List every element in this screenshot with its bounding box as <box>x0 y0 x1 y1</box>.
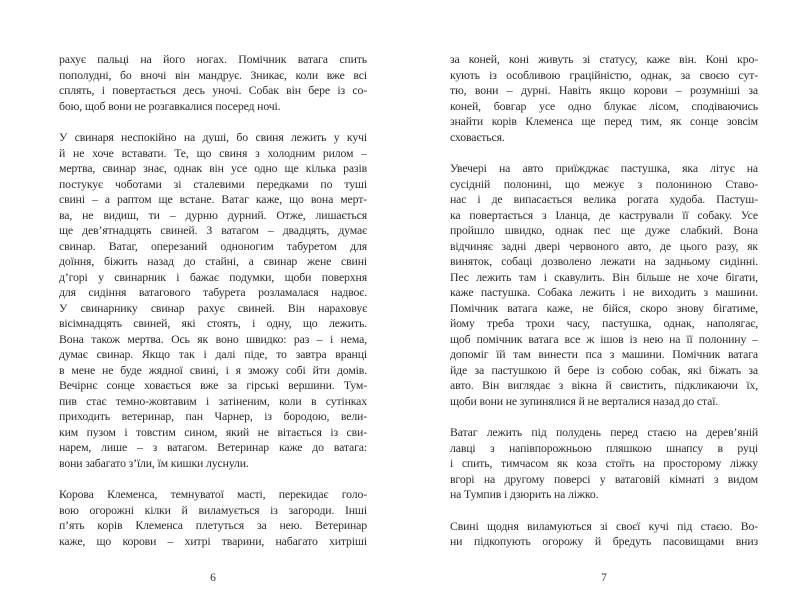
text-line: лавці з напівпорожньою пляшкою шнапсу в руці <box>450 440 758 455</box>
text-line: для сидіння ватагового табурета розламалася надвоє. <box>59 285 367 299</box>
left-page <box>59 52 367 584</box>
text-line: ким пузом і товстим сином, який не вітається із сви- <box>59 424 367 439</box>
text-line: приходить ветеринар, пан Чарнер, із бородою, вели- <box>59 409 367 423</box>
text-line: допоміг їй там винести пса з машини. Помічник ватага <box>450 347 758 361</box>
text-line: думає свинар. Якщо так і далі піде, то завтра вранці <box>59 347 367 361</box>
text-line: за коней, коні живуть зі статусу, каже він. Коні кро- <box>450 52 758 66</box>
text-line: свині – а раптом ще встане. Ватаг каже, що вона мерт- <box>59 192 367 206</box>
text-line: Увечері на авто приїжджає пастушка, яка літує на <box>450 161 758 175</box>
text-line: відчиняє задні двері червоного авто, де цього разу, як <box>450 238 758 253</box>
text-line: каже пастушка. Собака лежить і не виходить з машини. <box>450 285 758 299</box>
text-line: пив стає темно-жовтавим і затіненим, коли в сутінках <box>59 393 367 408</box>
text-line: свинар. Ватаг, оперезаний одноногим табуретом для <box>59 238 367 253</box>
text-line: Помічник ватага каже, не бійся, скоро знову бігатиме, <box>450 300 758 315</box>
text-line: У свинаря неспокійно на душі, бо свиня лежить у кучі <box>59 130 367 144</box>
paragraph <box>59 52 367 114</box>
text-line: рахує пальці на його ногах. Помічник ватага спить <box>59 52 367 66</box>
text-line: вою огорожні кілки й виламується із загороди. Інші <box>59 502 367 517</box>
text-line: сусідній полонині, що межує з полониною Ставо- <box>450 176 758 191</box>
text-line: вони забагато з’їли, їм кишки луснули. <box>59 455 249 470</box>
text-line: на Тумпив і дзюрить на ліжко. <box>450 487 599 501</box>
text-line: п’ять корів Клеменса плетуться за нею. Ветеринар <box>59 518 367 532</box>
text-line: знайти корів Клеменса ще перед тим, як сонце зовсім <box>450 114 758 128</box>
text-line: авто. Він виглядає з вікна й свистить, підкликаючи їх, <box>450 378 758 392</box>
paragraph <box>450 519 758 550</box>
text-line: йому треба трохи часу, пастушка, однак, наполягає, <box>450 316 758 330</box>
page-number: 7 <box>601 572 607 584</box>
paragraph <box>450 425 758 503</box>
paragraph <box>59 130 367 471</box>
text-line: сплять, і повертається десь уночі. Собак він бере із со- <box>59 83 367 97</box>
text-line: Корова Клеменса, темнуватої масті, перекидає голо- <box>59 487 367 501</box>
page-number: 6 <box>210 572 216 584</box>
text-line: ще дев’ятнадцять свиней. З ватагом – двадцять, думає <box>59 223 367 237</box>
text-line: ва, не видиш, ти – дурню дурний. Отже, лишається <box>59 207 367 222</box>
paragraph <box>450 52 758 145</box>
text-line: Пес лежить там і скавулить. Він більше не хоче бігати, <box>450 269 758 284</box>
text-line: кують із особливою граційністю, однак, за своєю сут- <box>450 67 758 82</box>
text-line: пополудні, бо вночі він мандрує. Зникає, коли вже всі <box>59 67 367 82</box>
paragraph <box>450 161 758 409</box>
text-line: виняток, собаці дозволено лежати на задньому сидінні. <box>450 254 758 268</box>
text-line: вісімнадцять свиней, які стоять, і одну, що лежить. <box>59 316 367 330</box>
text-line: мертва, свинар знає, однак він усе одно ще кілька разів <box>59 161 367 175</box>
text-line: постукує чоботами зі сталевими передками по туші <box>59 176 367 191</box>
text-line: щоби вони не зупинялися й не верталися назад до стаї. <box>450 393 719 408</box>
text-line: пройшло швидко, однак пес ще дуже слабкий. Вона <box>450 223 758 237</box>
text-line: вгорі на другому поверсі у ватаговій кімнаті з видом <box>450 471 758 486</box>
text-line: Ватаг лежить під полудень перед стаєю на дерев’яній <box>450 425 758 439</box>
text-line: Свині щодня виламуються зі своєї кучі під стаєю. Во- <box>450 518 758 533</box>
text-line: ни підкопують огорожу й бредуть пасовищами вниз <box>450 534 758 548</box>
text-line: Вона також мертва. Ось як воно швидко: раз – і нема, <box>59 331 367 346</box>
text-line: йде за пастушкою й бере із собою собак, які біжать за <box>450 362 758 377</box>
text-line: нарем, лише – з ватагом. Ветеринар каже до ватага: <box>59 440 367 454</box>
text-line: щоб помічник ватага все ж ішов із нею на її полонину – <box>450 331 758 346</box>
text-line: в мене не буде жядної свині, і я зможу собі йти домів. <box>59 362 367 377</box>
text-line: бою, щоб вони не розгавкалися посеред ночі. <box>59 98 281 113</box>
text-line: тю, вони – дурні. Навіть якщо корови – розумніші за <box>450 83 758 97</box>
text-line: ка повертається з Іланца, де кастрували її собаку. Усе <box>450 207 758 222</box>
text-line: і спить, тимчасом як коза стоїть на просторому ліжку <box>450 456 758 470</box>
text-line: Вечірнє сонце ховається вже за гірські вершини. Тум- <box>59 378 367 392</box>
text-line: й не хоче вставати. Те, що свиня з холодним рилом – <box>59 145 367 160</box>
text-line: нас і де випасається велика рогата худоба. Пастуш- <box>450 192 758 206</box>
text-line: У свинарнику свинар рахує свиней. Він нараховує <box>59 300 367 315</box>
paragraph <box>59 487 367 549</box>
text-line: каже, що корови – хитрі тварини, набагато хитріші <box>59 533 367 548</box>
text-line: д’горі у свинарник і бажає подумки, щоби поверхня <box>59 269 367 284</box>
right-page <box>450 52 758 584</box>
text-line: коней, бовгар усе одно блукає лісом, сподіваючись <box>450 98 758 113</box>
text-line: доїння, біжить назад до стайні, а свинар жене свині <box>59 254 367 268</box>
text-line: сховається. <box>450 129 505 144</box>
